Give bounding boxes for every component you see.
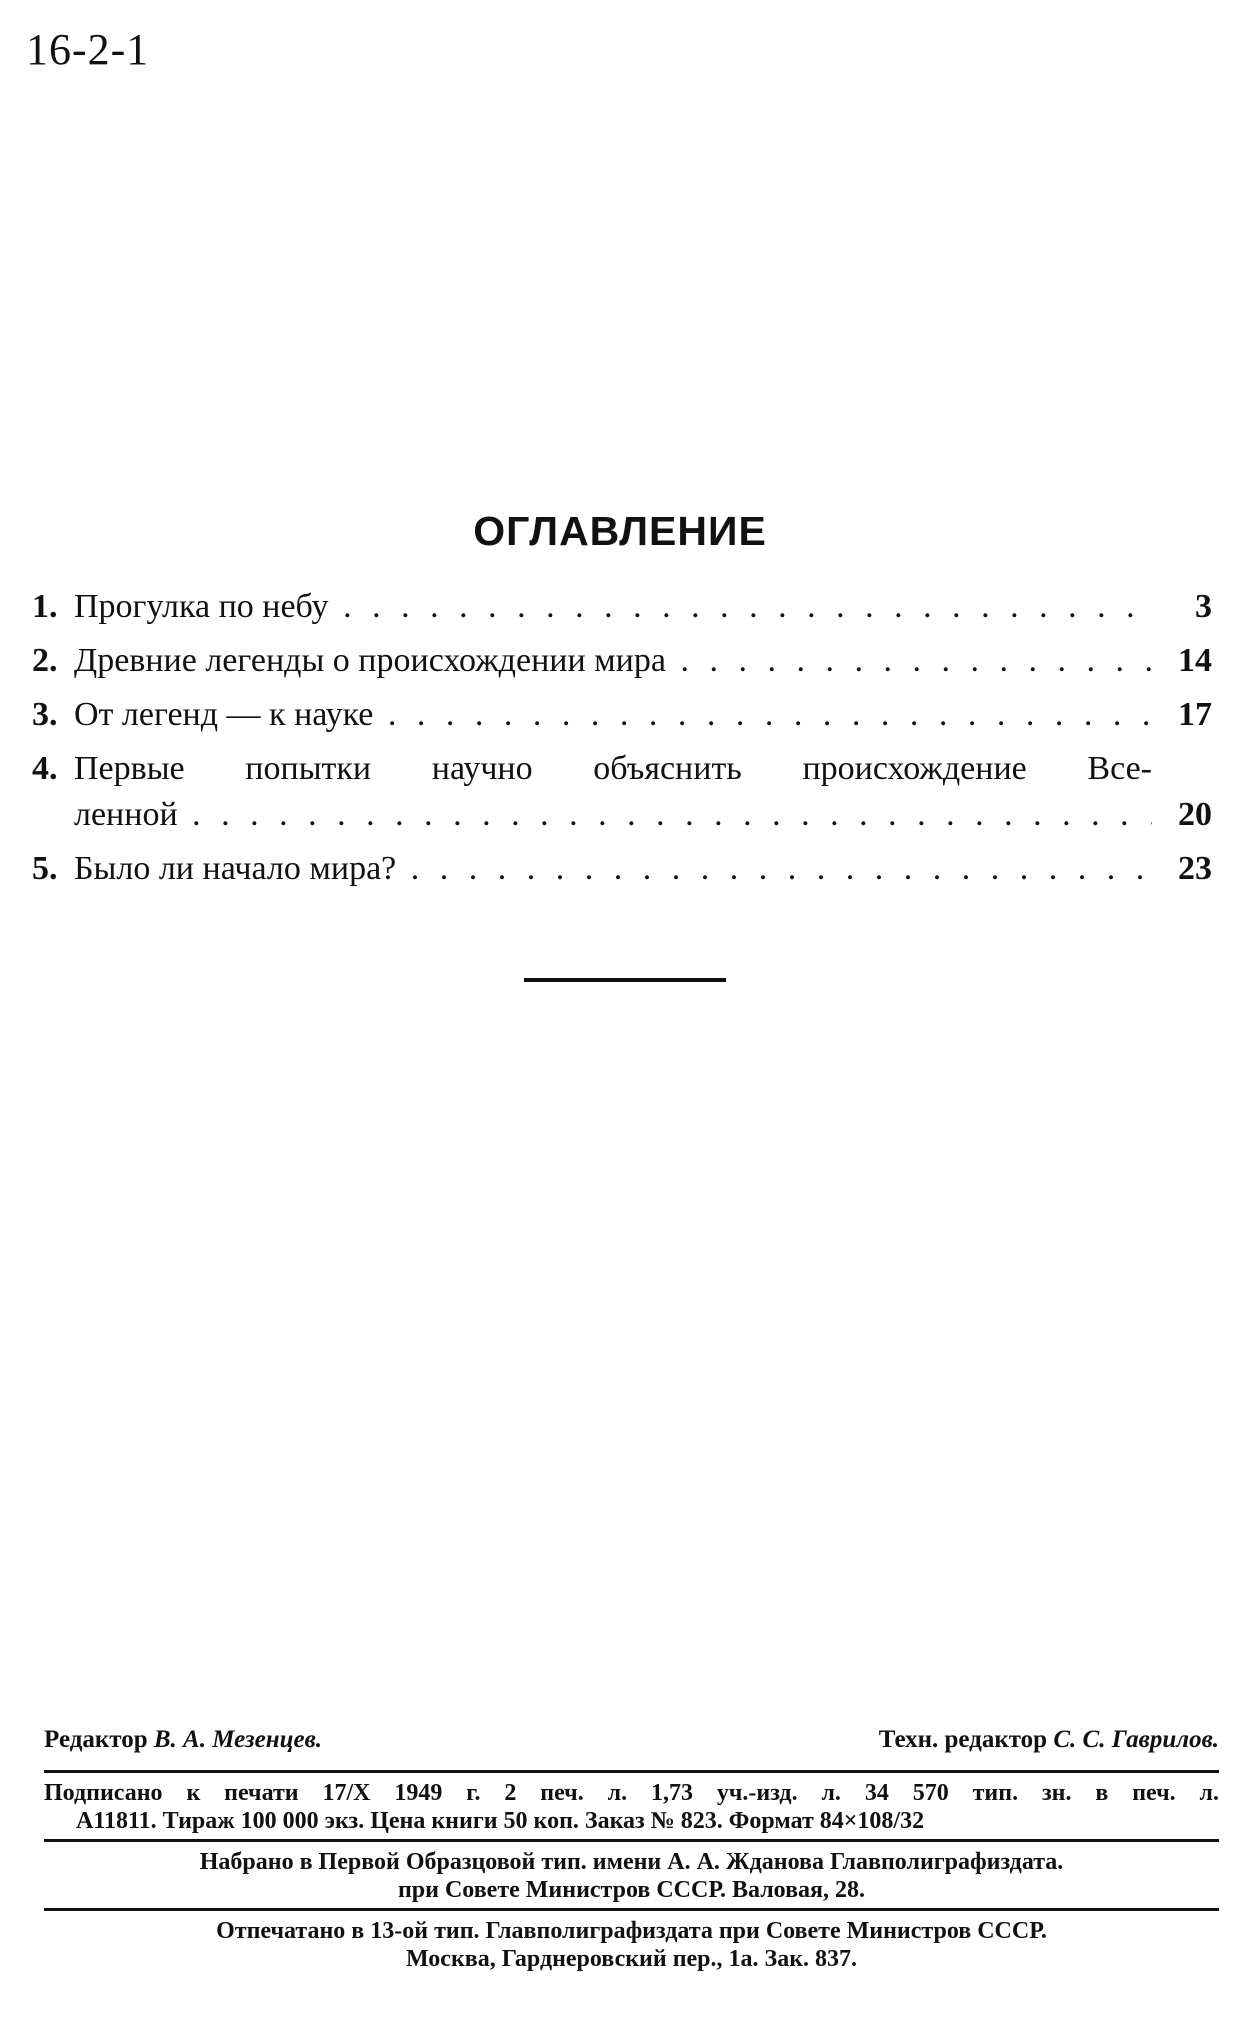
print-details-line1: Подписано к печати 17/X 1949 г. 2 печ. л. 1,73 уч.-изд. л. 34 570 тип. зн. в печ. л. xyxy=(44,1780,1219,1806)
tech-editor-label: Техн. редактор xyxy=(878,1726,1048,1753)
editor xyxy=(44,1726,322,1754)
toc-entry-title: Было ли начало мира? . . . xyxy=(74,842,1152,896)
editor-label: Редактор xyxy=(44,1726,148,1753)
toc-entry-number: 1. xyxy=(32,588,58,625)
toc-entry xyxy=(32,580,1212,634)
section-divider xyxy=(524,978,726,982)
typesetting-info xyxy=(44,1848,1219,1904)
toc-entry-title-line1: Первые попытки научно объяснить происхождение Все- xyxy=(74,750,1152,787)
toc-entry-page: 3 xyxy=(1195,588,1212,625)
typesetting-line1: Набрано в Первой Образцовой тип. имени А. А. Жданова Главполиграфиздата. xyxy=(199,1849,1064,1875)
toc-entry-number: 4. xyxy=(32,750,58,787)
printing-info xyxy=(44,1917,1219,1973)
toc-entry-page: 17 xyxy=(1178,696,1212,733)
editor-name: В. А. Мезенцев. xyxy=(153,1726,323,1753)
toc-entry-number: 3. xyxy=(32,696,58,733)
printer-signature: 16-2-1 xyxy=(26,25,150,74)
imprint xyxy=(44,1726,1219,1973)
typesetting-line2: при Совете Министров СССР. Валовая, 28. xyxy=(397,1877,866,1903)
printing-line1: Отпечатано в 13-ой тип. Главполиграфиздата при Совете Министров СССР. xyxy=(216,1918,1047,1944)
toc-entry xyxy=(32,842,1212,896)
tech-editor-name: С. С. Гаврилов. xyxy=(1053,1726,1219,1753)
toc-title: ОГЛАВЛЕНИЕ xyxy=(473,508,767,554)
toc-entry-title: Древние легенды о происхождении мира . . . xyxy=(74,634,1152,688)
imprint-rule xyxy=(44,1908,1219,1911)
toc-entry-page: 20 xyxy=(1178,796,1212,833)
printing-line2: Москва, Гарднеровский пер., 1а. Зак. 837. xyxy=(405,1946,858,1972)
table-of-contents xyxy=(32,580,1212,896)
imprint-rule xyxy=(44,1839,1219,1842)
toc-entry-page: 23 xyxy=(1178,850,1212,887)
print-details-line2: А11811. Тираж 100 000 экз. Цена книги 50 коп. Заказ № 823. Формат 84×108/32 xyxy=(76,1808,925,1834)
toc-entry-title: От легенд — к науке . . . xyxy=(74,688,1152,742)
toc-entry xyxy=(32,688,1212,742)
toc-entry-title: ленной . . . xyxy=(74,788,1152,842)
toc-entry-number: 5. xyxy=(32,850,58,887)
toc-entry xyxy=(32,742,1212,842)
print-details xyxy=(44,1779,1219,1835)
tech-editor xyxy=(879,1726,1219,1754)
toc-entry-title: Прогулка по небу . . . xyxy=(74,580,1152,634)
toc-entry-page: 14 xyxy=(1178,642,1212,679)
imprint-rule xyxy=(44,1770,1219,1773)
editors-row xyxy=(44,1726,1219,1766)
toc-entry-number: 2. xyxy=(32,642,58,679)
toc-entry xyxy=(32,634,1212,688)
